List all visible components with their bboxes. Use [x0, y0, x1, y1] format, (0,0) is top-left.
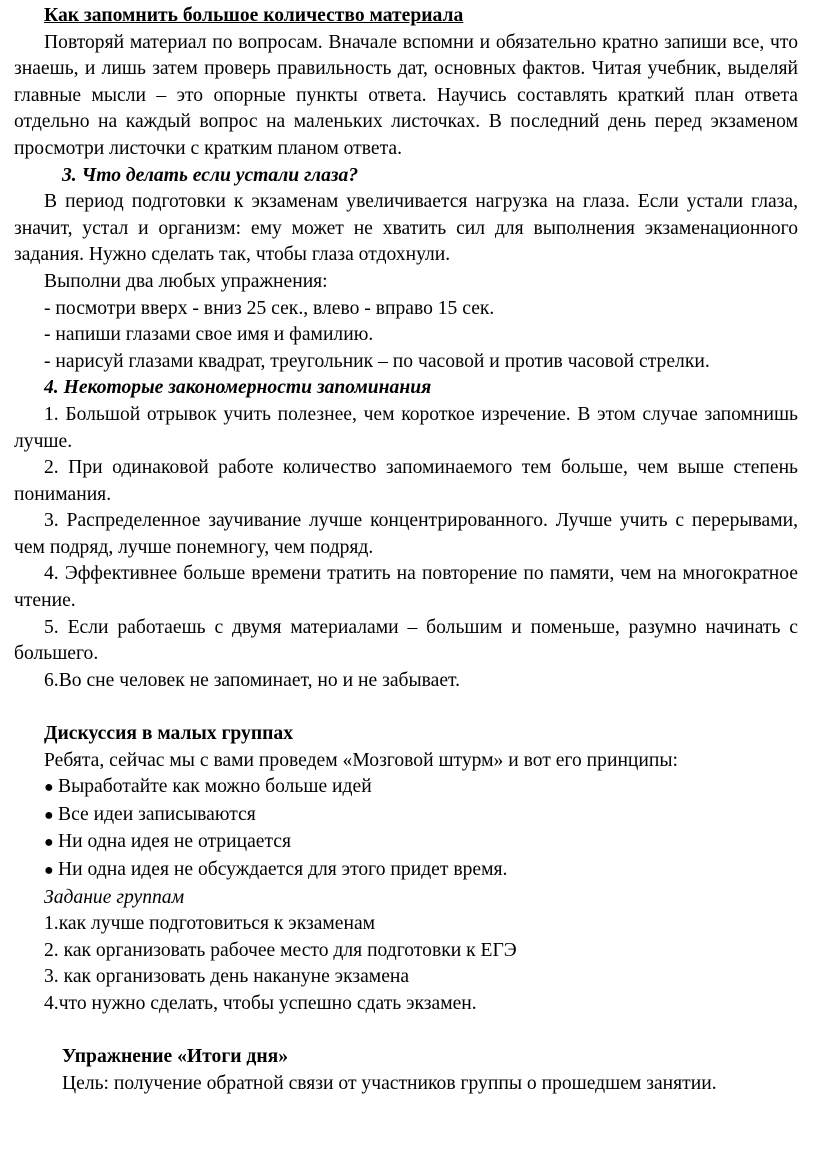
memory-pattern-item: 4. Эффективнее больше времени тратить на повторение по памяти, чем на многократное чтение.	[14, 563, 798, 612]
blank-line	[14, 694, 798, 721]
memory-pattern-item: 6.Во сне человек не запоминает, но и не забывает.	[44, 669, 461, 691]
group-task-item: 3. как организовать день накануне экзамена	[44, 966, 410, 988]
brainstorm-principle	[14, 857, 798, 885]
exercise-item: - посмотри вверх - вниз 25 сек., влево - вправо 15 сек.	[44, 297, 495, 319]
section-title-summary: Упражнение «Итоги дня»	[62, 1046, 289, 1068]
memory-pattern-item: 2. При одинаковой работе количество запоминаемого тем больше, чем выше степень понимания.	[14, 457, 798, 505]
brainstorm-principle-text: Ни одна идея не обсуждается для этого придет время.	[58, 859, 508, 880]
group-tasks-title: Задание группам	[44, 886, 185, 908]
brainstorm-principle	[14, 829, 798, 857]
section-title-memorize: Как запомнить большое количество материала	[44, 5, 464, 26]
group-task-item: 2. как организовать рабочее место для подготовки к ЕГЭ	[44, 939, 517, 961]
section-title-eyes: 3. Что делать если устали глаза?	[62, 164, 359, 186]
bullet-icon: ●	[44, 779, 54, 797]
brainstorm-principle-text: Все идеи записываются	[58, 803, 256, 825]
discussion-intro: Ребята, сейчас мы с вами проведем «Мозговой штурм» и вот его принципы:	[44, 749, 678, 771]
exercises-intro: Выполни два любых упражнения:	[44, 270, 328, 292]
group-task-item: 1.как лучше подготовиться к экзаменам	[44, 913, 376, 935]
memory-pattern-item: 5. Если работаешь с двумя материалами – большим и поменьше, разумно начинать с большего.	[14, 616, 798, 665]
brainstorm-principle-text: Выработайте как можно больше идей	[58, 776, 372, 798]
brainstorm-principle	[14, 774, 798, 802]
bullet-icon: ●	[44, 862, 54, 879]
group-task-item: 4.что нужно сделать, чтобы успешно сдать экзамен.	[44, 992, 477, 1014]
bullet-icon: ●	[44, 806, 54, 824]
bullet-icon: ●	[44, 834, 54, 852]
brainstorm-principle-text: Ни одна идея не отрицается	[58, 831, 291, 853]
section-title-discussion: Дискуссия в малых группах	[44, 723, 294, 745]
memory-pattern-item: 3. Распределенное заучивание лучше концентрированного. Лучше учить с перерывами, чем подряд, лучше понемногу, чем подряд.	[14, 510, 798, 558]
memory-pattern-item: 1. Большой отрывок учить полезнее, чем короткое изречение. В этом случае запомнишь лучше.	[14, 403, 798, 452]
brainstorm-principle	[14, 802, 798, 830]
section-title-memory-patterns: 4. Некоторые закономерности запоминания	[44, 377, 432, 399]
blank-line	[14, 1018, 798, 1045]
exercise-item: - нарисуй глазами квадрат, треугольник – по часовой и против часовой стрелки.	[44, 350, 710, 372]
paragraph-eyes: В период подготовки к экзаменам увеличивается нагрузка на глаза. Если устали глаза, значит, устал и организм: ему может не хватить сил для выполнения экзаменационного задания. Нужно сделать так, чтобы глаза отдохнули.	[14, 191, 798, 266]
exercise-item: - напиши глазами свое имя и фамилию.	[44, 324, 374, 346]
paragraph-memorize: Повторяй материал по вопросам. Вначале вспомни и обязательно кратно запиши все, что знаешь, и лишь затем проверь правильность дат, основных фактов. Читая учебник, выделяй главные мысли – это опорные пункты ответа. Научись составлять краткий план ответа отдельно на каждый вопрос на маленьких листочках. В последний день перед экзаменом просмотри листочки с кратким планом ответа.	[14, 31, 798, 159]
summary-paragraph: Цель: получение обратной связи от участников группы о прошедшем занятии.	[62, 1072, 717, 1094]
